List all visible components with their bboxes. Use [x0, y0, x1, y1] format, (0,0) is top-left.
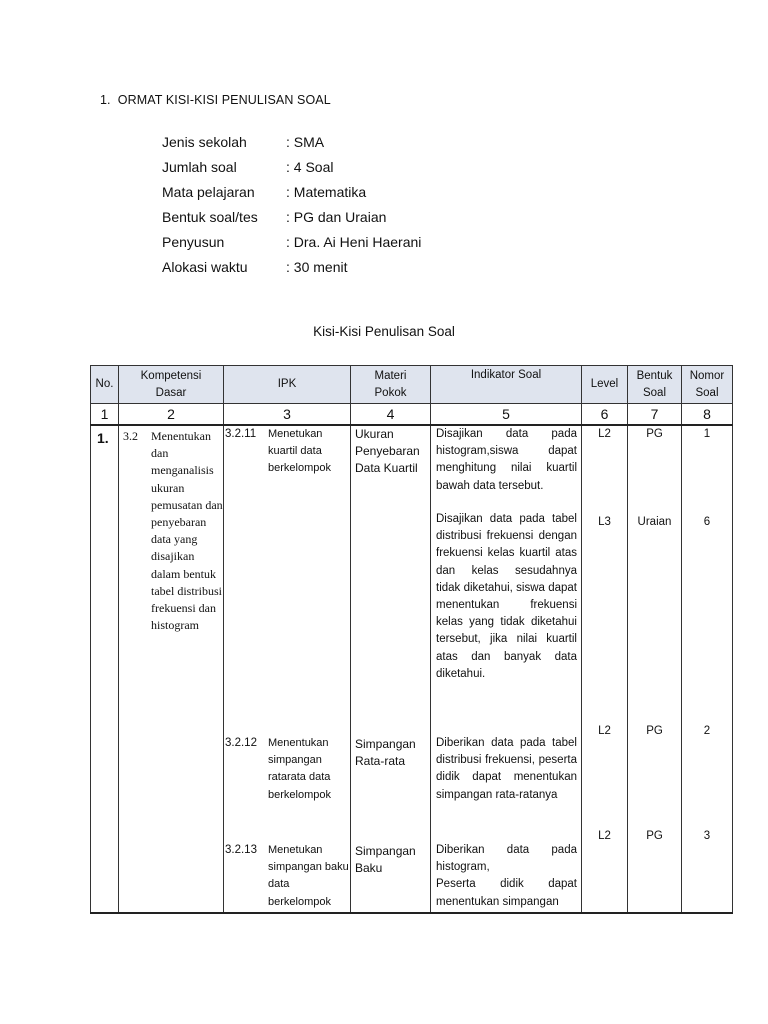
header-materi-line1: Materi: [374, 369, 407, 382]
ipk-text: Menetukan kuartil data berkelompok: [268, 428, 331, 475]
info-value: : 30 menit: [286, 259, 348, 275]
ipk-code: 3.2.13: [225, 844, 257, 856]
indikator-item: Peserta didik dapat menentukan simpangan: [436, 878, 577, 908]
kd-text: Menentukan dan menganalisis ukuran pemusatan dan penyebaran data yang disajikan dalam bentuk tabel distribusi frekuensi dan histogram: [151, 429, 223, 633]
nomor-value: 2: [703, 725, 711, 737]
table-row: [91, 425, 733, 913]
header-bentuk-soal: [628, 366, 682, 404]
info-label: Jenis sekolah: [162, 134, 247, 150]
column-number: 6: [582, 404, 628, 426]
header-indikator-text: Indikator Soal: [470, 369, 542, 381]
ipk-item: [224, 426, 350, 735]
bentuk-soal-cell: [628, 425, 682, 913]
ipk-cell: [224, 425, 351, 913]
section-title-text: ORMAT KISI-KISI PENULISAN SOAL: [117, 93, 331, 107]
header-materi-line2: Pokok: [374, 386, 407, 399]
info-value: : SMA: [286, 134, 325, 150]
level-cell: [582, 425, 628, 913]
indikator-soal-cell: [431, 425, 582, 913]
header-kd-line1: Kompetensi: [140, 369, 202, 382]
row-number: 1.: [91, 425, 119, 913]
header-nomor-line2: Soal: [695, 386, 719, 399]
ipk-text: Menetukan simpangan baku data berkelompok: [268, 844, 349, 908]
info-label: Jumlah soal: [162, 159, 237, 175]
indikator-item: Diberikan data pada histogram,: [436, 844, 577, 874]
level-value: L2: [598, 725, 611, 737]
header-nomor-soal: [682, 366, 733, 404]
nomor-value: 6: [703, 516, 711, 528]
kd-code: 3.2: [123, 429, 138, 443]
info-label: Penyusun: [162, 234, 225, 250]
kompetensi-dasar-cell: [119, 425, 224, 913]
nomor-value: 3: [703, 830, 711, 842]
column-number: 1: [91, 404, 119, 426]
ipk-code: 3.2.12: [225, 737, 257, 749]
column-number: 7: [628, 404, 682, 426]
info-value: : Dra. Ai Heni Haerani: [286, 234, 422, 250]
ipk-item: [224, 735, 350, 842]
info-value: : PG dan Uraian: [286, 209, 387, 225]
info-label: Bentuk soal/tes: [162, 209, 258, 225]
level-value: L3: [598, 516, 611, 528]
ipk-item: [224, 842, 350, 912]
header-indikator-soal: [431, 366, 582, 404]
level-value: L2: [598, 428, 611, 440]
materi-pokok-cell: [351, 425, 431, 913]
bentuk-value: Uraian: [637, 516, 672, 528]
materi-item: Simpangan Baku: [355, 844, 416, 876]
bentuk-value: PG: [646, 830, 663, 842]
indikator-item: Diberikan data pada tabel distribusi frekuensi, peserta didik dapat menentukan simpangan rata-ratanya: [436, 737, 577, 801]
column-number: 5: [431, 404, 582, 426]
header-bentuk-line1: Bentuk: [636, 369, 673, 382]
indikator-item: Disajikan data pada tabel distribusi frekuensi dengan frekuensi kelas kuartil atas dan kelas sesudahnya tidak diketahui, siswa dapat menentukan frekuensi kelas yang tidak diketahui tersebut, jika nilai kuartil atas dan banyak data diketahui.: [436, 513, 577, 680]
header-nomor-line1: Nomor: [689, 369, 725, 382]
header-kompetensi-dasar: [119, 366, 224, 404]
column-number: 2: [119, 404, 224, 426]
section-heading: [100, 93, 331, 107]
header-materi-pokok: [351, 366, 431, 404]
level-value: L2: [598, 830, 611, 842]
info-label: Alokasi waktu: [162, 259, 248, 275]
indikator-item: Disajikan data pada histogram,siswa dapat menghitung nilai kuartil bawah data tersebut.: [436, 428, 577, 492]
ipk-code: 3.2.11: [225, 428, 257, 440]
info-value: : Matematika: [286, 184, 367, 200]
header-level: Level: [582, 366, 628, 404]
table-title: Kisi-Kisi Penulisan Soal: [313, 324, 455, 339]
column-number: 8: [682, 404, 733, 426]
header-no: No.: [91, 366, 119, 404]
nomor-soal-cell: [682, 425, 733, 913]
bentuk-value: PG: [646, 428, 663, 440]
column-number: 4: [351, 404, 431, 426]
column-number: 3: [224, 404, 351, 426]
header-ipk: IPK: [224, 366, 351, 404]
info-value: : 4 Soal: [286, 159, 334, 175]
materi-item: Simpangan Rata-rata: [355, 737, 416, 769]
kisi-kisi-table: [90, 365, 733, 914]
ipk-text: Menentukan simpangan ratarata data berkelompok: [268, 737, 331, 801]
nomor-value: 1: [703, 428, 711, 440]
bentuk-value: PG: [646, 725, 663, 737]
header-bentuk-line2: Soal: [642, 386, 667, 399]
section-number: 1.: [100, 93, 111, 107]
info-label: Mata pelajaran: [162, 184, 255, 200]
materi-item: Ukuran Penyebaran Data Kuartil: [355, 427, 420, 476]
header-kd-line2: Dasar: [155, 386, 187, 399]
